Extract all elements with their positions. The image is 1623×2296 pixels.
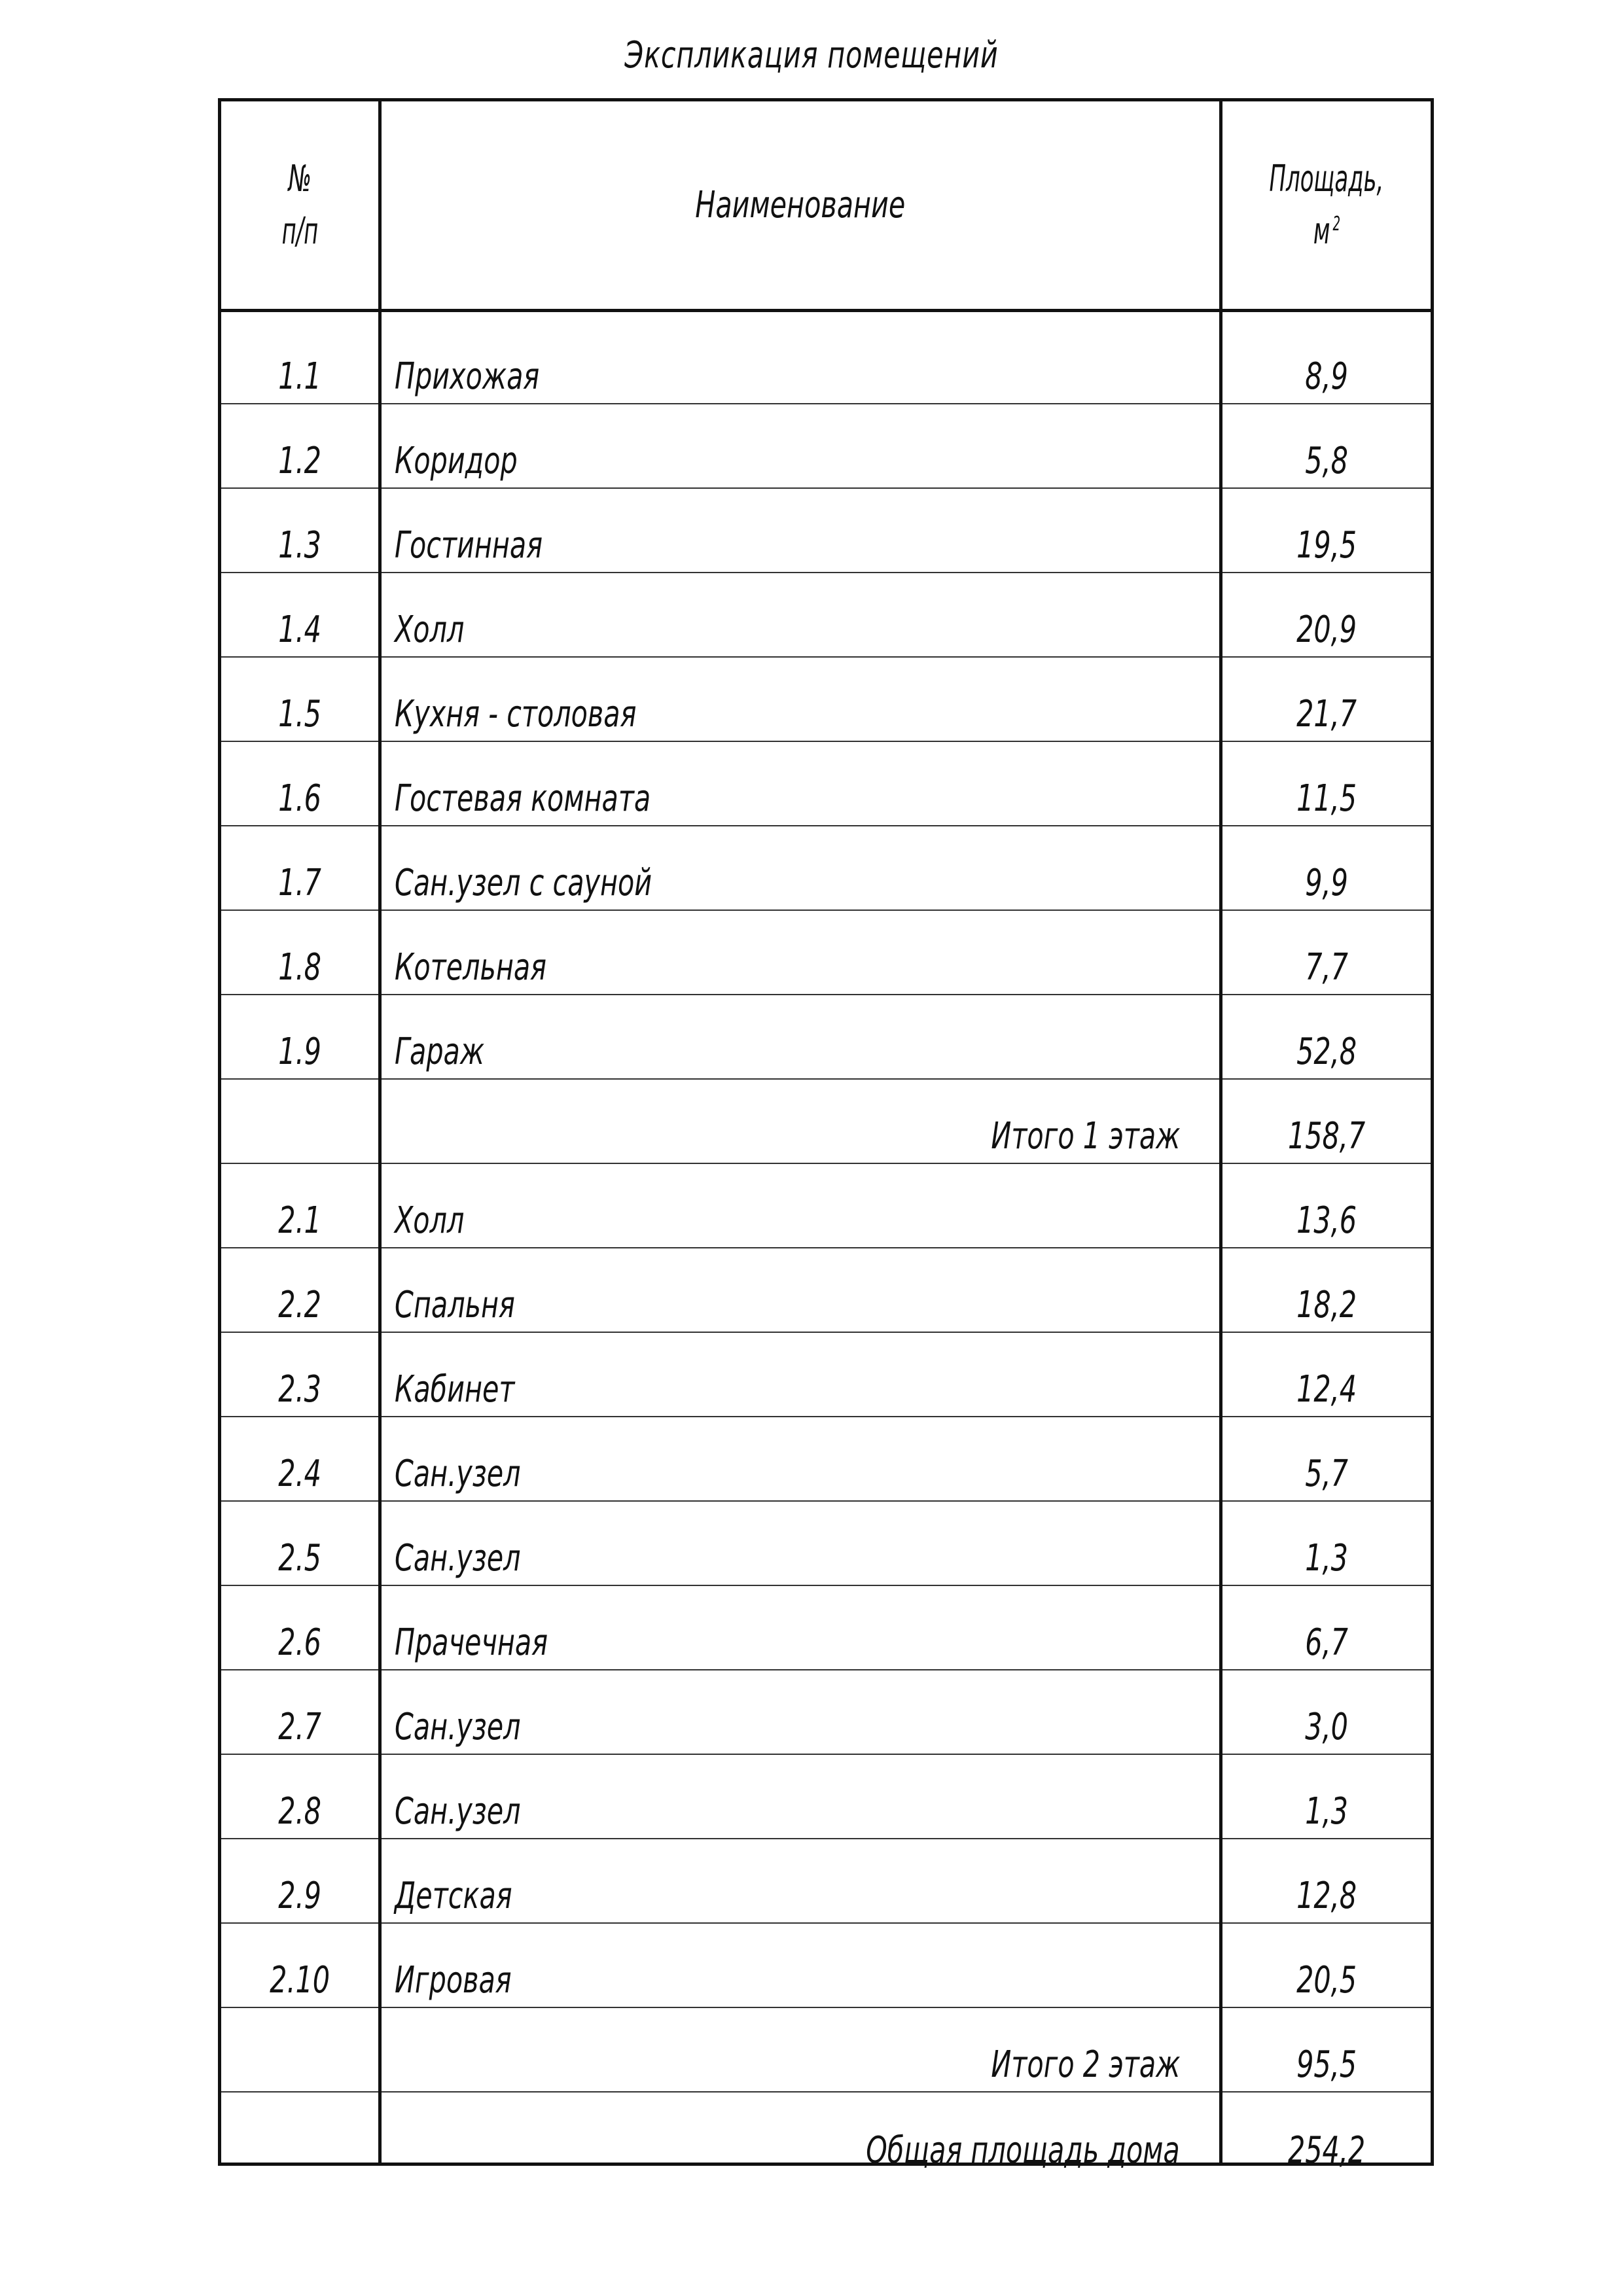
room-name: Коридор [395,440,518,482]
row-number: 2.3 [278,1368,321,1411]
room-area: 1,3 [1305,1790,1348,1833]
room-area: 52,8 [1296,1031,1357,1073]
row-number [221,1080,378,1163]
room-area: 5,7 [1305,1453,1348,1495]
room-name: Детская [395,1875,512,1917]
summary-area: 95,5 [1296,2043,1357,2086]
header-area-unit: м [1313,209,1330,253]
explication-table [218,98,1434,2172]
row-number: 1.8 [278,946,321,989]
summary-label: Общая площадь дома [866,2129,1180,2172]
row-number: 1.5 [278,693,321,735]
row-number: 2.5 [278,1537,321,1580]
room-area: 7,7 [1305,946,1348,989]
summary-area: 158,7 [1287,1115,1366,1157]
room-name: Сан.узел [395,1706,521,1748]
table-row [221,573,1431,658]
room-name: Холл [395,609,465,651]
header-area: Площадь, м 2 [1222,101,1431,309]
room-area: 18,2 [1296,1284,1357,1326]
row-number: 1.1 [278,355,321,398]
table-summary-row [221,1080,1431,1164]
table-row [221,404,1431,489]
table-row [221,1502,1431,1586]
row-number: 2.7 [278,1706,321,1748]
summary-label: Итого 1 этаж [991,1115,1180,1157]
room-name: Сан.узел с сауной [395,862,652,904]
table-row [221,1333,1431,1417]
header-name: Наименование [695,183,906,226]
room-area: 5,8 [1305,440,1348,482]
room-name: Игровая [395,1959,512,2002]
table-summary-row [221,2093,1431,2177]
room-area: 12,8 [1296,1875,1357,1917]
table-row [221,1839,1431,1924]
room-area: 6,7 [1305,1621,1348,1664]
room-name: Гостевая комната [395,777,651,820]
row-number: 1.9 [278,1031,321,1073]
table-row [221,1164,1431,1248]
table-row [221,1670,1431,1755]
room-area: 19,5 [1296,524,1357,567]
table-row [221,1924,1431,2008]
table-row [221,1586,1431,1670]
table-row [221,1248,1431,1333]
room-area: 8,9 [1305,355,1348,398]
header-number-pp: п/п [281,209,318,253]
header-area-label: Площадь, [1269,157,1384,200]
table-row [221,320,1431,404]
room-area: 20,9 [1296,609,1357,651]
row-number: 1.6 [278,777,321,820]
room-name: Сан.узел [395,1537,521,1580]
row-number [221,2008,378,2091]
table-row [221,1417,1431,1502]
table-row [221,1755,1431,1839]
row-number: 2.8 [278,1790,321,1833]
row-number: 2.1 [278,1199,321,1242]
room-area: 21,7 [1296,693,1357,735]
document-title: Экспликация помещений [624,34,999,77]
room-name: Прачечная [395,1621,548,1664]
room-area: 9,9 [1305,862,1348,904]
room-area: 1,3 [1305,1537,1348,1580]
row-number: 1.3 [278,524,321,567]
room-area: 20,5 [1296,1959,1357,2002]
room-name: Гараж [395,1031,485,1073]
room-name: Прихожая [395,355,540,398]
row-number: 2.4 [278,1453,321,1495]
row-number [221,2093,378,2177]
table-row [221,658,1431,742]
summary-label: Итого 2 этаж [991,2043,1180,2086]
column-divider-2 [1219,101,1222,2163]
room-name: Сан.узел [395,1453,521,1495]
row-number: 2.10 [270,1959,330,2002]
room-name: Сан.узел [395,1790,521,1833]
room-name: Спальня [395,1284,515,1326]
room-name: Кухня - столовая [395,693,637,735]
column-divider-1 [378,101,382,2163]
room-name: Гостинная [395,524,543,567]
room-area: 12,4 [1296,1368,1357,1411]
header-number [221,101,378,309]
room-area: 11,5 [1296,777,1357,820]
room-name: Холл [395,1199,465,1242]
room-name: Кабинет [395,1368,515,1411]
table-row [221,995,1431,1080]
header-number-sign: № [288,157,312,200]
table-row [221,826,1431,911]
row-number: 1.4 [278,609,321,651]
table-header [221,101,1431,312]
row-number: 2.6 [278,1621,321,1664]
row-number: 2.2 [278,1284,321,1326]
table-row [221,489,1431,573]
room-area: 3,0 [1305,1706,1348,1748]
table-summary-row [221,2008,1431,2093]
room-area: 13,6 [1296,1199,1357,1242]
row-number: 2.9 [278,1875,321,1917]
room-name: Котельная [395,946,547,989]
table-row [221,742,1431,826]
summary-area: 254,2 [1287,2129,1366,2172]
row-number: 1.2 [278,440,321,482]
row-number: 1.7 [278,862,321,904]
table-row [221,911,1431,995]
